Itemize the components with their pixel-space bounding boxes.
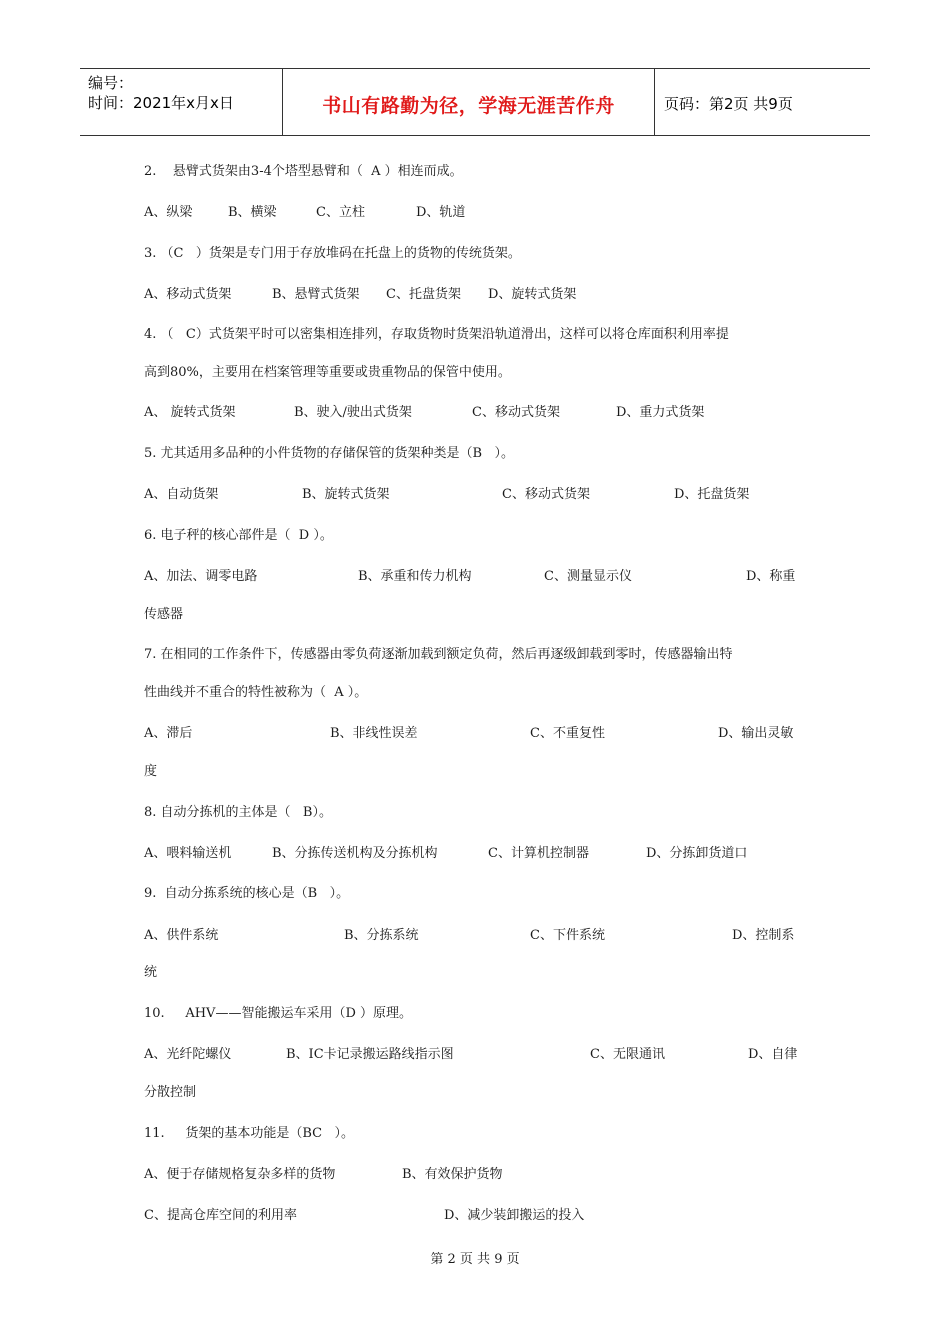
option: C、计算机控制器 xyxy=(488,846,589,861)
option: D、重力式货架 xyxy=(616,405,705,420)
option: D、托盘货架 xyxy=(674,487,750,502)
option: D、减少装卸搬运的投入 xyxy=(444,1208,585,1223)
question-text: 8. 自动分拣机的主体是（ B）。 xyxy=(144,805,332,820)
question-text: 4. （ C）式货架平时可以密集相连排列，存取货物时货架沿轨道滑出，这样可以将仓库面积利用率提 xyxy=(144,327,729,342)
option: A、 旋转式货架 xyxy=(144,405,236,420)
question-text: 5. 尤其适用多品种的小件货物的存储保管的货架种类是（B ）。 xyxy=(144,446,514,461)
option: B、悬臂式货架 xyxy=(272,287,360,302)
question-text: 性曲线并不重合的特性被称为（ A ）。 xyxy=(144,685,368,700)
option: D、自律 xyxy=(748,1047,798,1062)
option: D、控制系 xyxy=(732,928,795,943)
header-divider xyxy=(654,69,655,135)
option: D、分拣卸货道口 xyxy=(646,846,748,861)
header-page-info: 页码：第2页 共9页 xyxy=(664,95,793,113)
option: A、加法、调零电路 xyxy=(144,569,258,584)
option: D、称重 xyxy=(746,569,796,584)
question-text: 6. 电子秤的核心部件是（ D ）。 xyxy=(144,528,333,543)
question-text: 11. 货架的基本功能是（BC ）。 xyxy=(144,1126,354,1141)
options-row xyxy=(144,486,804,504)
page-footer: 第 2 页 共 9 页 xyxy=(430,1252,520,1267)
option: A、供件系统 xyxy=(144,928,219,943)
option-continuation: 统 xyxy=(144,965,158,980)
option: C、提高仓库空间的利用率 xyxy=(144,1208,297,1223)
option: B、分拣传送机构及分拣机构 xyxy=(272,846,438,861)
header-motto: 书山有路勤为径，学海无涯苦作舟 xyxy=(322,95,615,117)
options-row xyxy=(144,404,804,422)
option: B、有效保护货物 xyxy=(402,1167,503,1182)
question-text: 9. 自动分拣系统的核心是（B ）。 xyxy=(144,886,350,901)
option: C、测量显示仪 xyxy=(544,569,632,584)
option: B、横梁 xyxy=(228,205,277,220)
options-row xyxy=(144,204,804,222)
question-text: 2. 悬臂式货架由3-4个塔型悬臂和（ A ）相连而成。 xyxy=(144,164,463,179)
option: A、移动式货架 xyxy=(144,287,232,302)
option: B、承重和传力机构 xyxy=(358,569,472,584)
option: D、旋转式货架 xyxy=(488,287,577,302)
option: B、驶入/驶出式货架 xyxy=(294,405,412,420)
option: C、下件系统 xyxy=(530,928,605,943)
option: C、移动式货架 xyxy=(502,487,590,502)
option: C、立柱 xyxy=(316,205,365,220)
option: B、非线性误差 xyxy=(330,726,418,741)
option: A、自动货架 xyxy=(144,487,219,502)
option: C、移动式货架 xyxy=(472,405,560,420)
time-label: 时间：2021年x月x日 xyxy=(88,94,234,112)
option: C、不重复性 xyxy=(530,726,605,741)
option: A、便于存储规格复杂多样的货物 xyxy=(144,1167,336,1182)
option: A、光纤陀螺仪 xyxy=(144,1047,232,1062)
options-row xyxy=(144,1207,804,1225)
option-continuation: 度 xyxy=(144,764,158,779)
option: A、喂料输送机 xyxy=(144,846,232,861)
options-row xyxy=(144,1166,804,1184)
options-row xyxy=(144,845,804,863)
question-text: 7. 在相同的工作条件下，传感器由零负荷逐渐加载到额定负荷，然后再逐级卸载到零时，传感器输出特 xyxy=(144,647,733,662)
question-text: 高到80%，主要用在档案管理等重要或贵重物品的保管中使用。 xyxy=(144,365,511,380)
option: A、纵梁 xyxy=(144,205,193,220)
option: B、IC卡记录搬运路线指示图 xyxy=(286,1047,454,1062)
option-continuation: 分散控制 xyxy=(144,1085,197,1100)
option-continuation: 传感器 xyxy=(144,607,184,622)
options-row xyxy=(144,1046,804,1064)
option: B、分拣系统 xyxy=(344,928,419,943)
options-row xyxy=(144,286,804,304)
question-text: 3. （C ）货架是专门用于存放堆码在托盘上的货物的传统货架。 xyxy=(144,246,521,261)
header-meta xyxy=(88,73,283,113)
option: C、托盘货架 xyxy=(386,287,461,302)
options-row xyxy=(144,725,804,743)
option: A、滞后 xyxy=(144,726,193,741)
serial-label: 编号： xyxy=(88,74,134,92)
option: D、轨道 xyxy=(416,205,466,220)
options-row xyxy=(144,927,804,945)
question-text: 10. AHV——智能搬运车采用（D ）原理。 xyxy=(144,1006,413,1021)
option: D、输出灵敏 xyxy=(718,726,794,741)
options-row xyxy=(144,568,804,586)
page-header xyxy=(80,68,870,136)
option: C、无限通讯 xyxy=(590,1047,665,1062)
option: B、旋转式货架 xyxy=(302,487,390,502)
